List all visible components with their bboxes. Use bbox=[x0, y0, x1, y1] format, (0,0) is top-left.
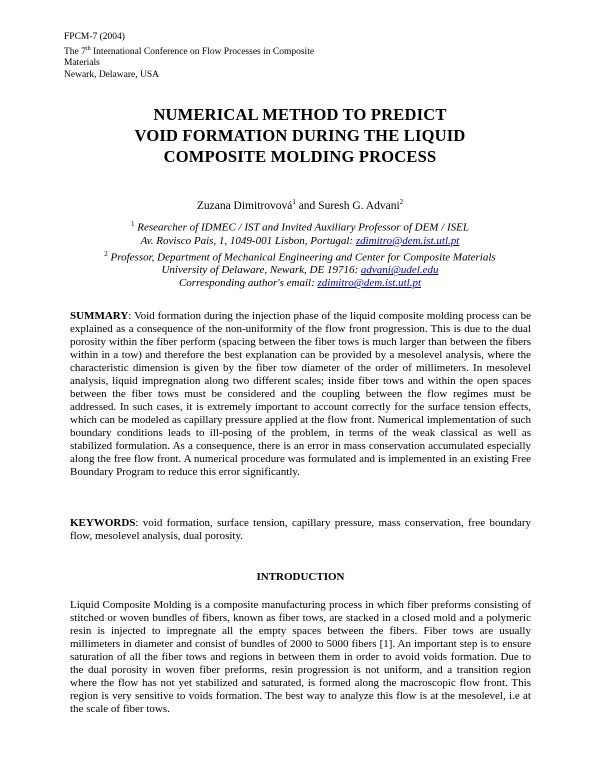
email-link-1[interactable]: zdimitro@dem.ist.utl.pt bbox=[355, 234, 460, 247]
affiliations bbox=[40, 218, 560, 290]
title-line-3: COMPOSITE MOLDING PROCESS bbox=[163, 147, 437, 166]
affiliation-1-line-1 bbox=[40, 218, 560, 235]
summary-paragraph bbox=[70, 310, 531, 479]
affiliation-1-text: Researcher of IDMEC / IST and Invited Auxiliary Professor of DEM / ISEL bbox=[134, 221, 470, 234]
paper-title bbox=[40, 104, 560, 167]
author-2: Suresh G. Advani bbox=[318, 199, 400, 212]
header-line-2-post: International Conference on Flow Processes in Composite bbox=[90, 46, 315, 57]
introduction-paragraph: Liquid Composite Molding is a composite manufacturing process in which fiber preforms consisting of stitched or woven bundles of fibers, known as fiber tows, are stacked in a closed mold and a polymeric resin is injected to impregnate all the empty spaces between the fibers. Fiber tows are usually millimeters in diameter and consist of bundles of 2000 to 5000 fibers [1]. An important step is to ensure saturation of all the fiber tows and regions in between them in order to avoid voids formation. Due to the dual porosity in woven fiber preforms, resin progression is not uniform, and a transition region where the flow has not yet stabilized and saturated, is formed along the macroscopic flow front. This region is very sensitive to voids formation. The best way to analyze this flow is at the mesolevel, i.e at the scale of fiber tows. bbox=[70, 599, 531, 715]
affiliation-1-sup: 1 bbox=[130, 220, 135, 228]
email-link-2[interactable]: advani@udel.edu bbox=[360, 264, 439, 277]
introduction-heading: INTRODUCTION bbox=[256, 571, 345, 583]
email-link-corresponding[interactable]: zdimitro@dem.ist.utl.pt bbox=[317, 277, 422, 290]
affiliation-2-address: University of Delaware, Newark, DE 19716: bbox=[161, 264, 361, 277]
header-line-3: Materials bbox=[64, 58, 100, 69]
author-joiner: and bbox=[295, 199, 319, 212]
author-2-sup: 2 bbox=[399, 198, 404, 206]
keywords-text: : void formation, surface tension, capillary pressure, mass conservation, free boundary flow, mesolevel analysis, dual porosity. bbox=[70, 517, 531, 542]
header-line-2-pre: The 7 bbox=[64, 46, 86, 57]
author-1-sup: 1 bbox=[292, 198, 296, 206]
affiliation-2-line-1 bbox=[40, 248, 560, 265]
author-list bbox=[40, 195, 560, 213]
keywords-label: KEYWORDS bbox=[70, 517, 136, 529]
corresponding-label: Corresponding author's email: bbox=[178, 277, 318, 290]
title-line-1: NUMERICAL METHOD TO PREDICT bbox=[153, 105, 447, 124]
author-1: Zuzana Dimitrovová bbox=[196, 199, 293, 212]
title-line-2: VOID FORMATION DURING THE LIQUID bbox=[134, 126, 466, 145]
affiliation-2-line-2 bbox=[40, 264, 560, 277]
affiliation-2-text: Professor, Department of Mechanical Engineering and Center for Composite Materials bbox=[107, 251, 496, 264]
conference-header bbox=[64, 32, 364, 81]
summary-text: : Void formation during the injection phase of the liquid composite molding process can be explained as a consequence of the non-uniformity of the flow front progression. This is due to the dual porosity within the fiber perform (spacing between the fiber tows is much larger than between the fibers within in a tow) and therefore the best explanation can be provided by a mesolevel analysis, where the characteristic dimension is given by the fiber tow diameter of the order of millimeters. In mesolevel analysis, liquid impregnation along two different scales; inside fiber tows and within the open spaces between the fiber tows must be considered and the coupling between the flow regimes must be addressed. In such cases, it is extremely important to account correctly for the surface tension effects, which can be modeled as capillary pressure applied at the flow front. Numerical implementation of such boundary conditions leads to ill-posing of the problem, in terms of the weak classical as well as stabilized formulation. As a consequence, there is an error in mass conservation accumulated especially along the free flow front. A numerical procedure was formulated and is implemented in an existing Free Boundary Program to reduce this error significantly. bbox=[70, 310, 531, 478]
header-line-4: Newark, Delaware, USA bbox=[64, 69, 159, 80]
affiliation-2-sup: 2 bbox=[104, 249, 108, 258]
header-line-2-sup: th bbox=[85, 45, 91, 52]
affiliation-1-line-2 bbox=[40, 235, 560, 248]
header-line-1: FPCM-7 (2004) bbox=[64, 32, 125, 42]
corresponding-author bbox=[40, 277, 560, 290]
keywords-paragraph bbox=[70, 517, 531, 543]
affiliation-1-address: Av. Rovisco Pais, 1, 1049-001 Lisbon, Portugal: bbox=[140, 234, 356, 247]
summary-label: SUMMARY bbox=[70, 310, 129, 322]
header-line-2 bbox=[64, 44, 364, 59]
